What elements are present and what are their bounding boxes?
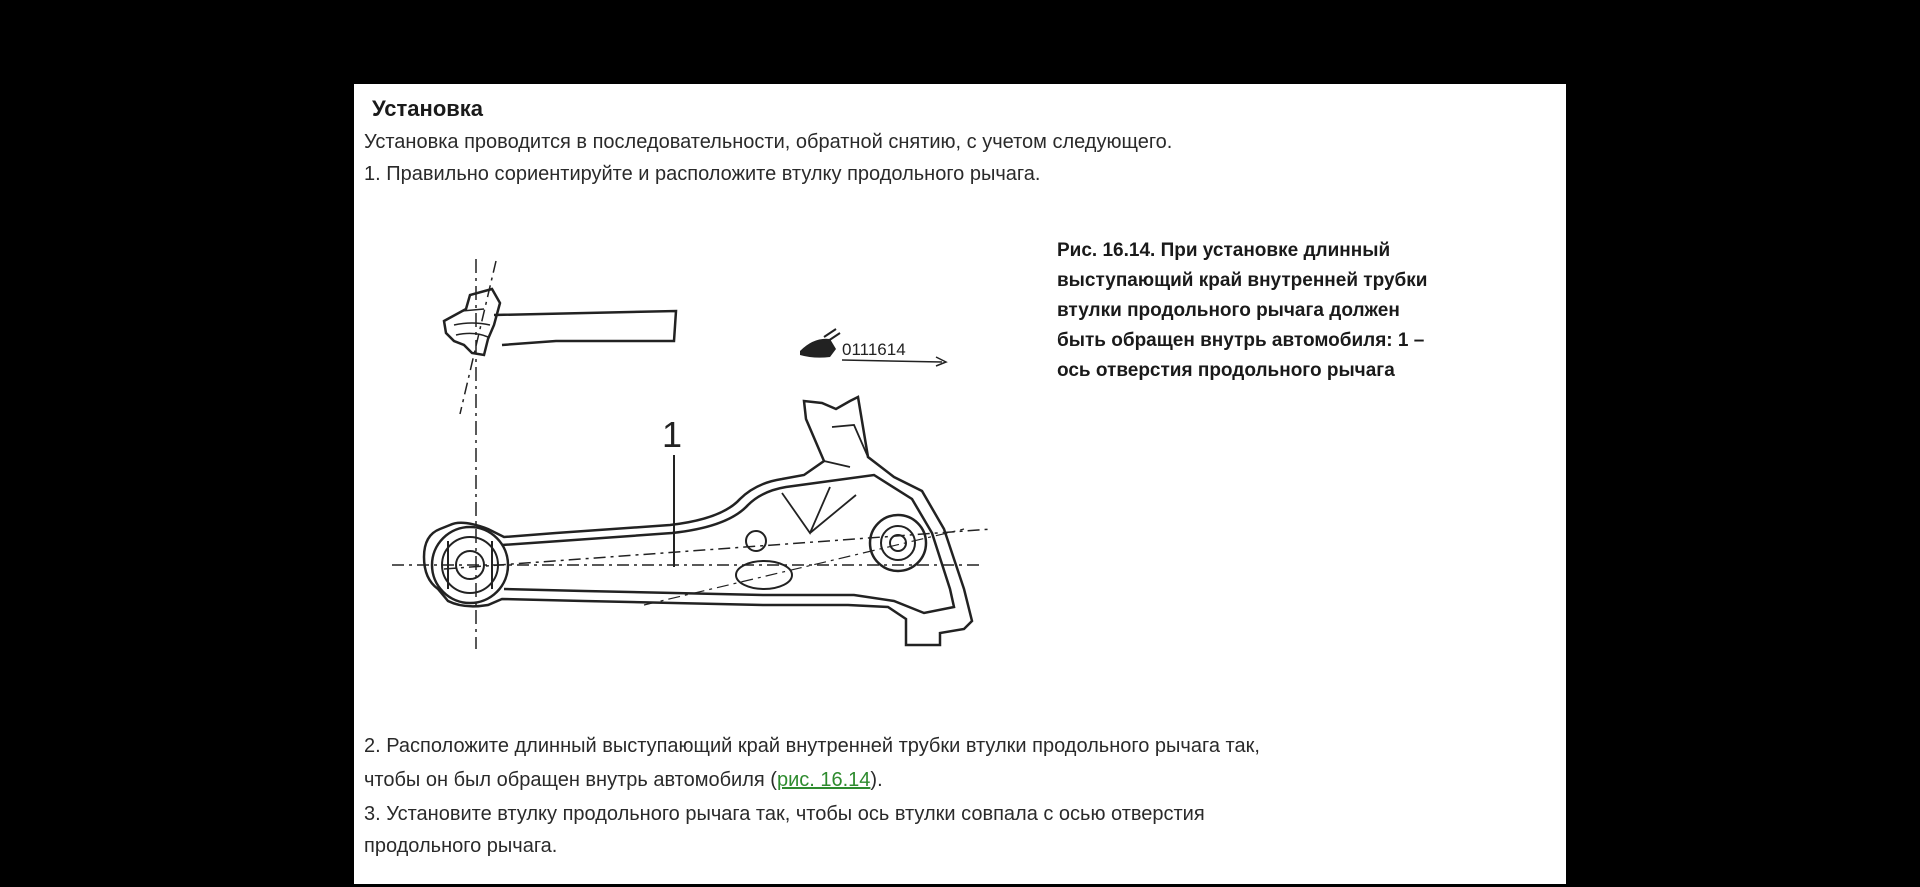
step-2-text-after: ).	[870, 769, 883, 791]
step-2-text-before: чтобы он был обращен внутрь автомобиля (	[364, 769, 777, 791]
control-arm-drawing	[392, 397, 992, 645]
caption-line: быть обращен внутрь автомобиля: 1 –	[1057, 330, 1425, 351]
figure-caption	[1057, 236, 1527, 386]
step-2-line-1: 2. Расположите длинный выступающий край внутренней трубки втулки продольного рычага так,	[364, 735, 1260, 757]
figure-16-14	[384, 229, 1034, 709]
figure-code-marker	[800, 329, 946, 366]
figure-code: 0111614	[842, 340, 906, 359]
document-page	[354, 84, 1566, 884]
caption-line: выступающий край внутренней трубки	[1057, 270, 1428, 291]
section-heading: Установка	[372, 96, 484, 121]
caption-line: ось отверстия продольного рычага	[1057, 360, 1395, 381]
callout-label-1: 1	[662, 414, 683, 455]
step-3-line-2: продольного рычага.	[364, 835, 558, 857]
caption-line: втулки продольного рычага должен	[1057, 300, 1400, 321]
step-2-line-2	[364, 764, 883, 796]
intro-paragraph: Установка проводится в последовательности, обратной снятию, с учетом следующего.	[364, 131, 1173, 153]
step-3-line-1: 3. Установите втулку продольного рычага так, чтобы ось втулки совпала с осью отверстия	[364, 803, 1205, 825]
step-1-paragraph: 1. Правильно сориентируйте и расположите втулку продольного рычага.	[364, 163, 1041, 185]
caption-line: Рис. 16.14. При установке длинный	[1057, 240, 1391, 261]
figure-reference-link[interactable]: рис. 16.14	[776, 769, 871, 791]
